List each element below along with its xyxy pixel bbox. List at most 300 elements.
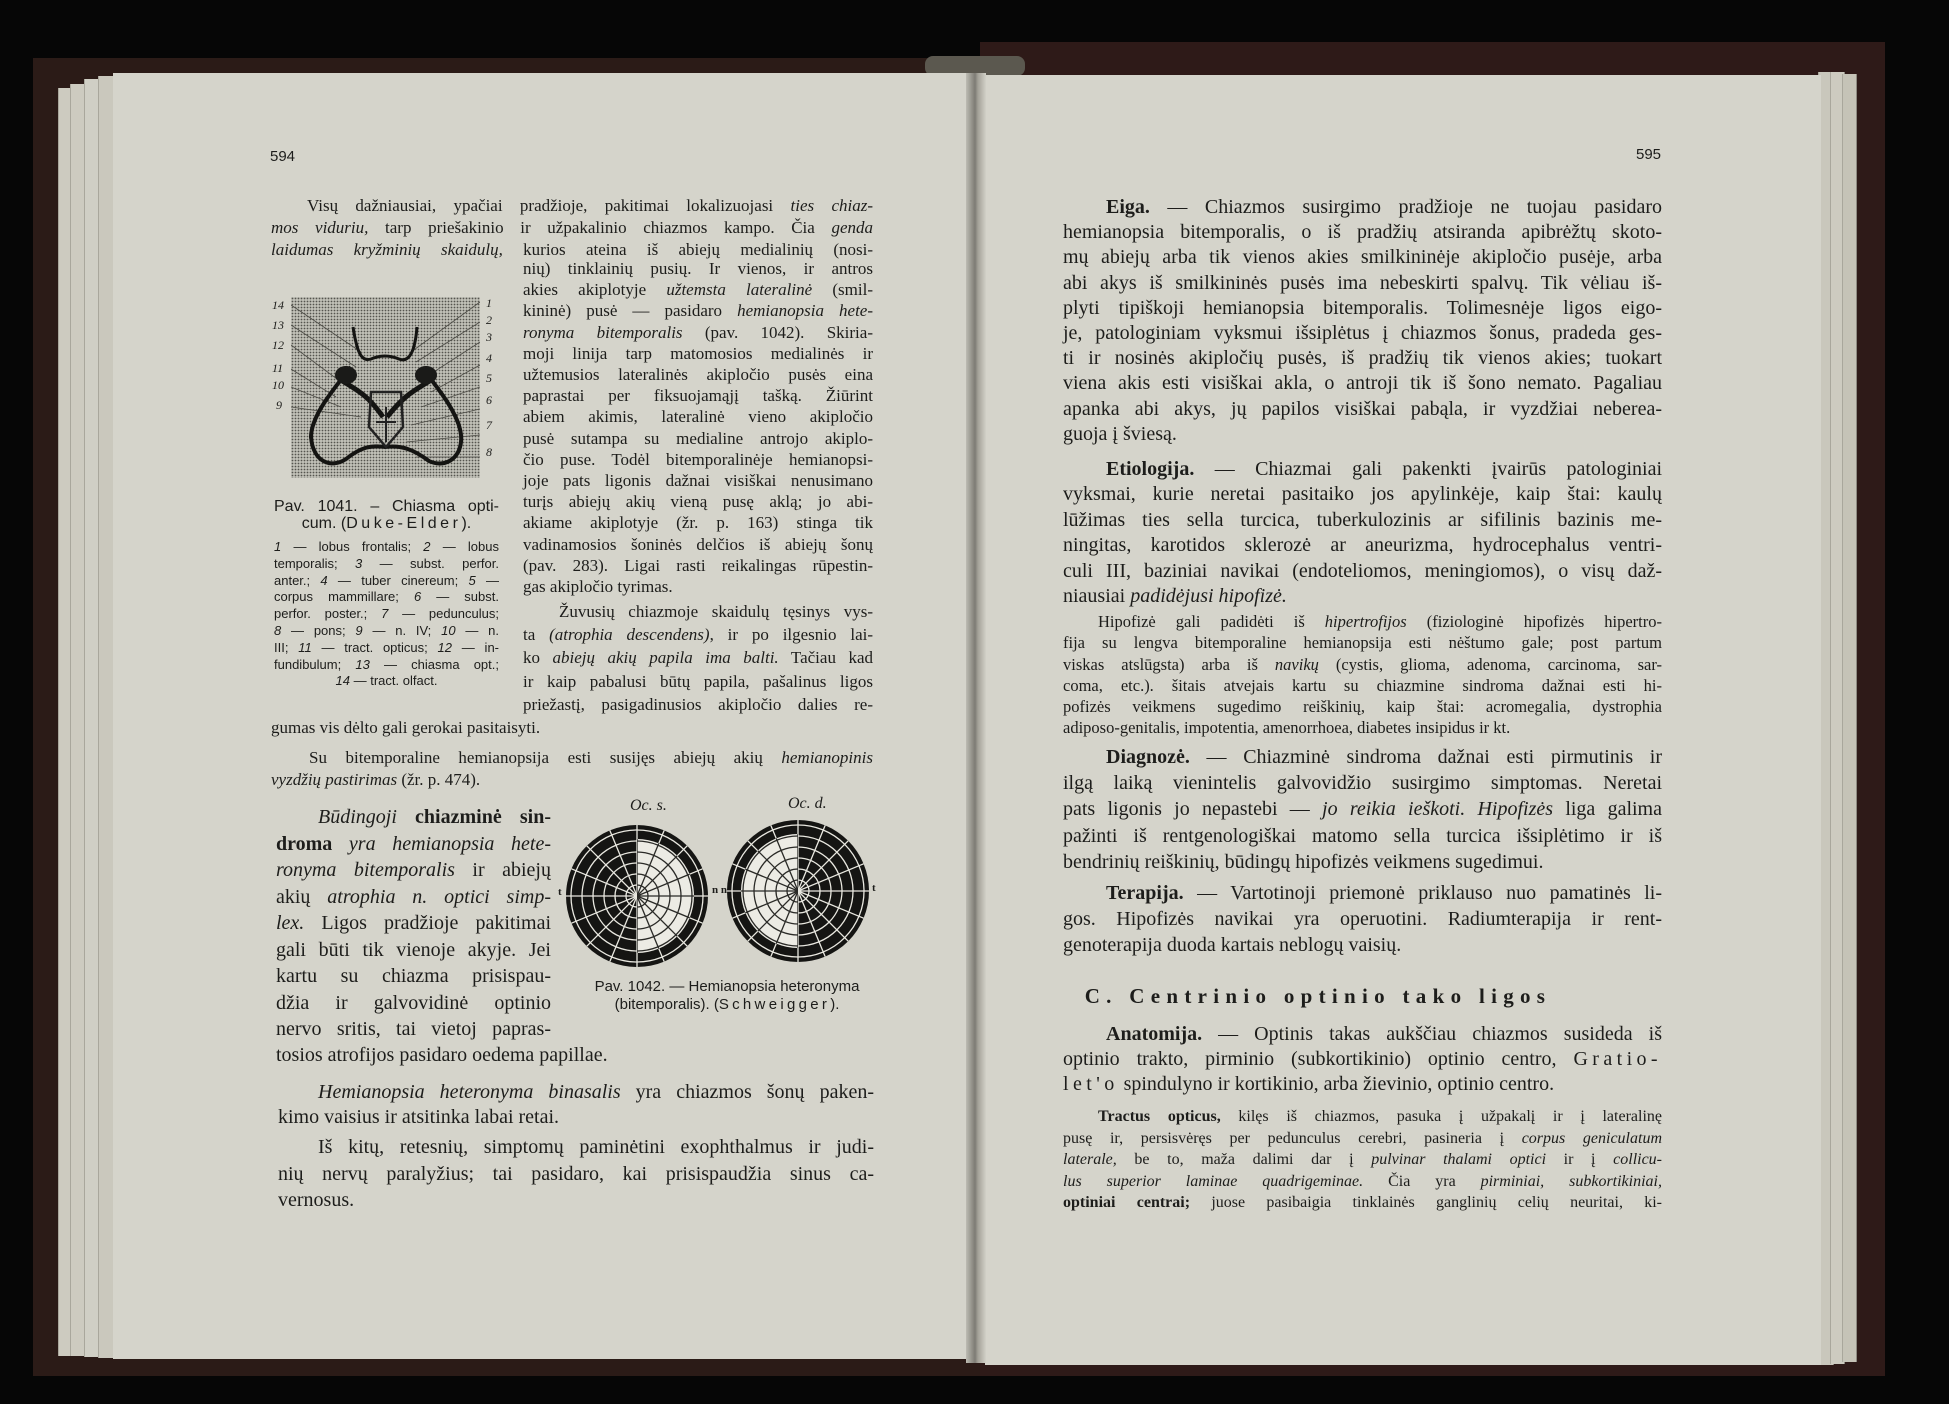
text-line [1063, 823, 1662, 849]
text-line [271, 716, 873, 739]
text-run: užtemusios lateralinės akipločio pusės eina [523, 365, 873, 385]
italic-run: hipertrofijos [1324, 612, 1407, 631]
italic-run: yra hemianopsia hete- [332, 832, 551, 855]
paragraph-atrophia-descendens [523, 600, 873, 716]
text-run: Tačiau kad [778, 648, 874, 668]
text-run: Pav. 1042. — Hemianopsia heteronyma [594, 978, 860, 995]
italic-run: 7 [381, 606, 389, 622]
text-run: liga galima [1553, 798, 1662, 821]
paragraph-pupil-reaction [271, 747, 873, 791]
text-run: — subst. perfor. [362, 555, 499, 571]
text-run: Pav. 1041. – Chiasma opti- [274, 498, 499, 515]
italic-run: lus superior laminae quadrigeminae. [1063, 1172, 1364, 1190]
text-line [276, 937, 551, 964]
text-run: — Chiazmai gali pakenkti įvairūs patologiniai [1194, 458, 1662, 480]
text-line [1063, 654, 1662, 675]
text-line [523, 279, 873, 300]
text-run: viskas atslūgsta) arba iš [1063, 654, 1275, 674]
italic-run: corpus geniculatum [1521, 1129, 1663, 1147]
text-line [1063, 584, 1662, 609]
text-run: temporalis; [274, 555, 355, 571]
text-line [276, 1042, 874, 1068]
italic-run: genda [831, 218, 874, 237]
text-run: apanka abi akys, jų papilos visiškai pabąla, ir vyzdžiai neberea- [1063, 397, 1662, 420]
text-run: III; [274, 639, 299, 655]
right-eye-field [727, 820, 869, 962]
bold-run: chiazminė sin- [396, 806, 551, 828]
text-run: je, patologiniam vyksmui išsiplėtus į chiazmos šonus, pradeda ges- [1063, 322, 1662, 345]
italic-run: collicu- [1613, 1151, 1663, 1168]
text-line [278, 1161, 874, 1188]
text-line [1063, 611, 1662, 632]
text-run: (bitemporalis). ( [614, 996, 719, 1013]
text-run: — tract. olfact. [350, 673, 438, 689]
text-run: Ligos pradžioje pakitimai [304, 912, 551, 934]
text-line [1063, 906, 1662, 932]
figure-label: 1 [486, 296, 492, 310]
text-run: — lobus [430, 539, 499, 554]
text-run: ilgą laiką vienintelis galvovidžio susirgimo simptomas. Neretai [1063, 772, 1662, 795]
text-line [1063, 457, 1662, 482]
text-line [1063, 717, 1662, 738]
text-line [523, 693, 873, 716]
bold-run: Eiga. [1106, 196, 1150, 218]
text-line [1063, 632, 1662, 653]
text-line [1063, 1171, 1662, 1193]
italic-run: 11 [298, 639, 312, 655]
text-run: — tuber cinereum; [327, 572, 469, 588]
italic-run: Būdingoji [318, 806, 397, 828]
text-run: ti ir nosinės akipločių pusės, iš pradžių tik vienos akies; tuokart [1063, 347, 1662, 370]
text-line [1063, 321, 1662, 346]
text-run: nervo sritis, tai vietoj papras- [276, 1018, 551, 1040]
text-run: genoterapija duoda kartais neblogų vaisių. [1063, 934, 1402, 956]
text-line [278, 1080, 874, 1105]
text-run: ningitas, karotidos sklerozė ar aneurizma, hydrocephalus ventri- [1063, 534, 1662, 557]
italic-run: ronyma bitemporalis [523, 322, 683, 342]
text-run: perfor. poster.; [274, 606, 382, 622]
italic-run: navikų [1274, 654, 1319, 674]
italic-run: užtemsta lateralinė [666, 280, 813, 300]
text-line [523, 406, 873, 427]
text-line [276, 804, 551, 831]
paragraph-chiasm-center [271, 195, 873, 261]
italic-run: 8 [274, 622, 282, 638]
text-run: — tract. opticus; [311, 639, 438, 655]
italic-run: pirminiai, subkortikiniai, [1480, 1172, 1662, 1190]
figure-label: 6 [486, 393, 492, 407]
italic-run: hemianopinis [781, 748, 873, 767]
text-run: ). [461, 515, 472, 532]
text-line [1063, 1192, 1662, 1214]
text-line [276, 857, 551, 884]
italic-run: 3 [355, 555, 363, 571]
text-run: gos. Hipofizės navikai yra operuotini. Radiumterapija ir rent- [1063, 908, 1662, 930]
bold-run: Terapija. [1106, 882, 1184, 904]
text-line [274, 589, 499, 606]
text-run: nių nervų paralyžius; tai pasidaro, kai prisispaudžia sinus ca- [278, 1162, 874, 1185]
text-line [1063, 675, 1662, 696]
text-run: juose pasibaigia tinklainės ganglinių celių neuritai, ki- [1190, 1194, 1662, 1211]
text-line [1063, 1149, 1662, 1171]
text-run: pofizės veikmens sugedimo reiškinių, kaip štai: acromegalia, dystrophia [1063, 697, 1662, 717]
temporal-label-right: t [872, 882, 876, 894]
text-run: yra chiazmos šonų paken- [620, 1081, 874, 1103]
text-line [274, 573, 499, 590]
italic-run: laterale, [1063, 1151, 1117, 1168]
text-run: ir į [1546, 1151, 1614, 1168]
figure-label: 2 [486, 313, 492, 327]
text-run: nių) tinklainių pusių. Ir vienos, ir antros [523, 259, 873, 278]
figure-label: 14 [272, 298, 284, 312]
section-diagnoze [1063, 744, 1662, 875]
bold-run: optiniai centrai; [1063, 1194, 1191, 1211]
text-line [1063, 397, 1662, 422]
text-line [276, 1016, 551, 1043]
text-line [1063, 880, 1662, 906]
text-run: niausiai [1063, 585, 1131, 608]
nasal-labels: n n [712, 884, 727, 896]
text-run: optinio trakto, pirminio (subkortikinio) optinio centro, [1063, 1048, 1574, 1070]
text-run: ). [830, 996, 840, 1013]
text-run: abi akys iš smilkininės pusės ima nebeskirti spalvų. Tik vėliau iš- [1063, 271, 1662, 294]
text-run: mų abiejų arba tik vienos akies smilkininėje akipločio pusėje, arba [1063, 246, 1662, 269]
bold-run: Diagnozė. [1106, 746, 1190, 768]
text-line [523, 364, 873, 385]
text-line [523, 258, 873, 279]
text-line [1063, 371, 1662, 396]
text-run: akiame akiplotyje (žr. p. 163) stinga tik [523, 513, 873, 533]
text-line [1063, 1128, 1662, 1150]
section-terapija [1063, 880, 1662, 958]
text-line [1063, 559, 1662, 584]
italic-run: ties chiaz- [790, 196, 873, 215]
page-number-right: 595 [1636, 146, 1662, 163]
text-line [523, 670, 873, 693]
text-line [1063, 770, 1662, 796]
book-gutter [966, 73, 986, 1363]
text-line [271, 217, 873, 239]
figure-1042-eye-label-right: Oc. d. [788, 795, 827, 812]
text-line [274, 556, 499, 573]
text-line [523, 600, 873, 623]
text-run: kimo vaisius ir atsitinka labai retai. [278, 1106, 560, 1128]
italic-run: 2 [423, 539, 431, 554]
text-run: — n. IV; [362, 622, 442, 638]
text-line [1063, 533, 1662, 558]
text-line [523, 576, 873, 597]
italic-run: jo reikia ieškoti. Hipofizės [1322, 798, 1554, 821]
italic-run: vyzdžių pastirimas [271, 770, 398, 789]
section-etiologija [1063, 457, 1662, 609]
figure-label: 7 [486, 418, 492, 432]
text-run: — lobus frontalis; [281, 539, 424, 554]
text-line [523, 343, 873, 364]
text-line [274, 623, 499, 640]
text-run: (žr. p. 474). [397, 770, 481, 789]
figure-1042-eye-label-left: Oc. s. [630, 797, 667, 814]
italic-run: lex. [276, 912, 305, 934]
text-run: lūžimas ties sella turcica, tuberkulozinis ar sifilinis bazinis me- [1063, 508, 1662, 531]
text-run: tarp priešakinio ir užpakalinio chiazmos kampo. Čia [368, 218, 832, 237]
text-line [271, 195, 873, 217]
text-run: (pav. 283). Ligai rasti reikalingas rūpestin- [523, 555, 873, 575]
text-line [1063, 508, 1662, 533]
temporal-label-left: t [558, 886, 562, 898]
figure-1041-caption [274, 498, 499, 532]
spaced-run: Schweigger [718, 996, 831, 1013]
text-run: hemianopsia bitemporalis, o iš pradžių atsiranda apibrėžtų skoto- [1063, 221, 1662, 244]
text-line [523, 322, 873, 343]
text-run: priežastį, pasigadinusios akipločio dalies re- [523, 694, 873, 714]
text-line [274, 640, 499, 657]
italic-run: Hemianopsia heteronyma binasalis [318, 1081, 621, 1103]
italic-run: ronyma bitemporalis [276, 859, 455, 881]
text-line [276, 990, 551, 1017]
text-run: guoja į šviesą. [1063, 422, 1177, 445]
text-run: — subst. [421, 589, 499, 605]
page-number-left: 594 [270, 148, 296, 165]
paragraph-atrophia-descendens-end [271, 716, 873, 739]
italic-run: abiejų akių papila ima balti. [552, 648, 779, 668]
text-line [278, 1187, 874, 1214]
text-run: — Optinis takas aukščiau chiazmos susideda iš [1202, 1023, 1662, 1045]
text-run: (pav. 1042). Skiria- [682, 322, 873, 342]
text-line [276, 884, 551, 911]
bold-run: Anatomija. [1106, 1023, 1203, 1045]
italic-run: 10 [441, 622, 456, 638]
text-line [1063, 849, 1662, 875]
text-run: tosios atrofijos pasidaro oedema papillae. [276, 1044, 608, 1066]
text-run: ir abiejų [454, 859, 551, 881]
text-run: vadinamosios šoninės delčios iš abiejų šonų [523, 534, 873, 554]
bold-run: Etiologija. [1106, 458, 1195, 480]
text-run: culi III, baziniai navikai (endoteliomos, meningiomos), o visų daž- [1063, 559, 1662, 582]
italic-run: (atrophia descendens) [549, 625, 710, 645]
figure-1042-caption [572, 978, 882, 1014]
italic-run: 1 [274, 539, 282, 554]
text-line [1063, 271, 1662, 296]
text-run: paprastai per fiksuojamąjį tašką. Žiūrint [523, 386, 873, 406]
text-run: — chiasma opt.; [369, 656, 499, 672]
text-run: ko [523, 648, 553, 668]
chiasma-illustration [291, 297, 480, 478]
italic-run: atrophia n. optici simp- [327, 885, 551, 908]
figure-label: 8 [486, 445, 492, 459]
italic-run: padidėjusi hipofizė. [1130, 585, 1287, 608]
text-line [523, 300, 873, 321]
italic-run: 13 [355, 656, 370, 672]
text-run: spindulyno ir kortikinio, arba žievinio, optinio centro. [1118, 1073, 1555, 1095]
text-run: plyti tipiškoji hemianopsia bitemporalis. Tolimesnėje ligos eigo- [1063, 296, 1662, 319]
text-line [1063, 796, 1662, 822]
italic-run: 14 [335, 673, 351, 689]
text-run: Visų dažniausiai, ypačiai pradžioje, pakitimai lokalizuojasi [307, 196, 791, 215]
italic-run: mos viduriu, [271, 218, 369, 237]
text-run: pažinti iš rentgenologiškai matomo sella turcica išsiplėtimo ir iš [1063, 824, 1662, 847]
text-run: corpus mammillare; [274, 589, 414, 605]
text-line [523, 555, 873, 576]
text-line [276, 910, 551, 937]
text-line [274, 606, 499, 623]
figure-1041-chiasma-opticum [291, 297, 480, 478]
text-run: Žuvusių chiazmoje skaidulų tęsinys vys- [559, 602, 873, 621]
text-line [1063, 932, 1662, 958]
text-run: cum. ( [301, 515, 347, 532]
text-run: čio puse. Todėl bitemporalinėje hemianopsi- [523, 449, 873, 469]
spaced-run: Gratio- [1573, 1048, 1662, 1070]
text-run: coma, etc.). šitais atvejais kartu su chiazmine sindroma dažnai esti hi- [1063, 675, 1662, 695]
italic-run: 6 [413, 589, 422, 605]
text-run: pusė sutampa su medialine antrojo akiplo- [523, 428, 873, 448]
text-run: Su bitemporaline hemianopsija esti susijęs abiejų akių [309, 748, 782, 767]
text-line [274, 539, 499, 556]
text-run: — n. [455, 622, 499, 638]
text-line [523, 623, 873, 646]
text-run: gumas vis dėlto gali gerokai pasitaisyti. [271, 718, 541, 737]
text-run: fija su lengva bitemporaline hemianopsija esti nėštumo gale; post partum [1063, 633, 1662, 653]
text-line [523, 449, 873, 470]
paragraph-chiasm-center-cont [523, 258, 873, 597]
paragraph-chiasmal-syndrome [276, 804, 551, 1043]
figure-label: 9 [276, 398, 282, 412]
text-line [274, 498, 499, 515]
text-line [572, 996, 882, 1014]
paragraph-other-symptoms [278, 1134, 874, 1214]
text-run: gali būti tik vienoje akyje. Jei [276, 938, 551, 961]
text-line [1063, 696, 1662, 717]
text-run: pusę ir, persisvėręs per pedunculus cerebri, pasineria į [1063, 1129, 1522, 1147]
text-line [1063, 482, 1662, 507]
paragraph-chiasmal-syndrome-end [276, 1042, 874, 1068]
text-line [1063, 422, 1662, 447]
section-heading-c: C. Centrinio optinio tako ligos [1084, 984, 1552, 1008]
text-line [523, 646, 873, 669]
text-run: be to, maža dalimi dar į [1116, 1151, 1372, 1168]
text-run: — Chiazmos susirgimo pradžioje ne tuojau pasidaro [1149, 196, 1662, 218]
text-line [274, 657, 499, 674]
text-run: — Vartotinoji priemonė priklauso nuo pamatinės li- [1183, 882, 1662, 904]
text-run: pats ligonis jo nepastebi — [1063, 798, 1323, 821]
text-run: ta [523, 625, 550, 645]
italic-run: 9 [355, 622, 363, 638]
text-run: , ir po ilgesnio lai- [709, 625, 873, 645]
figure-label: 3 [486, 330, 492, 344]
italic-run: laidumas kryžminių skaidulų, [271, 240, 503, 259]
text-run: joje pats ligonis dažnai visiškai nenusimano [523, 471, 873, 491]
text-run: anter.; [274, 572, 321, 588]
text-run: Hipofizė gali padidėti iš [1098, 612, 1325, 631]
text-line [276, 831, 551, 858]
text-run: viena akis esti visiškai akla, o antroji tik iš šono nemato. Pagaliau [1063, 372, 1662, 395]
figure-label: 10 [272, 378, 284, 392]
text-line [1063, 1047, 1662, 1072]
text-line [271, 747, 873, 769]
section-anatomija [1063, 1022, 1662, 1097]
spaced-run: Duke-Elder [346, 515, 462, 532]
text-run: — in- [452, 639, 499, 655]
figure-label: 4 [486, 351, 492, 365]
text-line [1063, 220, 1662, 245]
text-run: kurios ateina iš abiejų medialinių (nosi- [502, 240, 874, 259]
text-run: kartu su chiazma prisispau- [276, 965, 551, 987]
paragraph-binasal-hemianopsia [278, 1080, 874, 1130]
text-run: Čia yra [1363, 1172, 1481, 1190]
italic-run: pulvinar thalami optici [1371, 1151, 1547, 1168]
text-line [278, 1105, 874, 1130]
text-line [276, 963, 551, 990]
text-line [1063, 1072, 1662, 1097]
text-run: adiposo-genitalis, impotentia, amenorrhoea, diabetes insipidus ir kt. [1063, 718, 1511, 738]
text-run: kilęs iš chiazmos, pasuka į užpakalį ir į lateralinę [1220, 1108, 1662, 1125]
text-run: gas akipločio tyrimas. [523, 577, 673, 597]
text-run: bendrinių reiškinių, būdingų hipofizės veikmens sugedimui. [1063, 850, 1544, 873]
figure-1041-legend [274, 539, 499, 690]
text-line [1063, 195, 1662, 220]
text-run: (fiziologinė hipofizės hipertro- [1406, 612, 1663, 631]
text-line [1063, 1022, 1662, 1047]
text-line [523, 534, 873, 555]
text-run: džia ir galvovidinė optinio [276, 991, 551, 1014]
figure-label: 5 [486, 371, 492, 385]
text-run: — pedunculus; [388, 606, 499, 622]
text-run: Iš kitų, retesnių, simptomų paminėtini exophthalmus ir judi- [318, 1136, 874, 1158]
text-line [523, 385, 873, 406]
text-line [1063, 245, 1662, 270]
figure-label: 12 [272, 338, 284, 352]
italic-run: 12 [437, 639, 452, 655]
text-run: fundibulum; [274, 656, 356, 672]
section-eiga [1063, 195, 1662, 447]
text-run: moji linija tarp matomosios medialinės ir [523, 343, 873, 363]
italic-run: hemianopsia hete- [737, 301, 873, 321]
text-run: (cystis, glioma, adenoma, carcinoma, sar- [1318, 654, 1662, 674]
text-run: akių [276, 885, 328, 908]
text-line [523, 470, 873, 491]
paragraph-hipofize [1063, 611, 1662, 739]
text-line [1063, 346, 1662, 371]
text-run: abiem akimis, lateralinė vieno akipločio [523, 407, 873, 427]
text-run: turįs abiejų akių vieną pusę aklą; jo abi- [523, 492, 873, 512]
text-run: — Chiazminė sindroma dažnai esti pirmutinis ir [1189, 746, 1662, 768]
text-line [1063, 296, 1662, 321]
text-line [1063, 1106, 1662, 1128]
paragraph-tractus-opticus [1063, 1106, 1662, 1214]
figure-label: 13 [272, 318, 284, 332]
italic-run: 5 [468, 572, 476, 588]
text-run: — pons; [281, 622, 356, 638]
text-run: akies akiplotyje [523, 280, 667, 300]
text-run: vernosus. [278, 1189, 355, 1211]
text-run: (smil- [812, 280, 873, 300]
figure-label: 11 [272, 361, 284, 375]
italic-run: 4 [320, 572, 328, 588]
text-line [523, 512, 873, 533]
text-line [523, 491, 873, 512]
text-run: ir kaip pabalusi būtų papila, pašalinus ligos [523, 671, 873, 691]
bold-run: droma [276, 832, 333, 855]
bold-run: Tractus opticus, [1098, 1108, 1221, 1125]
text-line [271, 769, 873, 791]
page-edge [1842, 74, 1857, 1362]
text-line [278, 1134, 874, 1161]
spaced-run: let'o [1063, 1073, 1119, 1095]
text-line [274, 673, 499, 690]
left-eye-field [566, 825, 708, 967]
text-line [572, 978, 882, 996]
text-run: kininė) pusė — pasidaro [523, 301, 738, 321]
text-run: vyksmai, kurie neretai pasitaiko jos apylinkėje, kaip štai: kaulų [1063, 483, 1662, 506]
